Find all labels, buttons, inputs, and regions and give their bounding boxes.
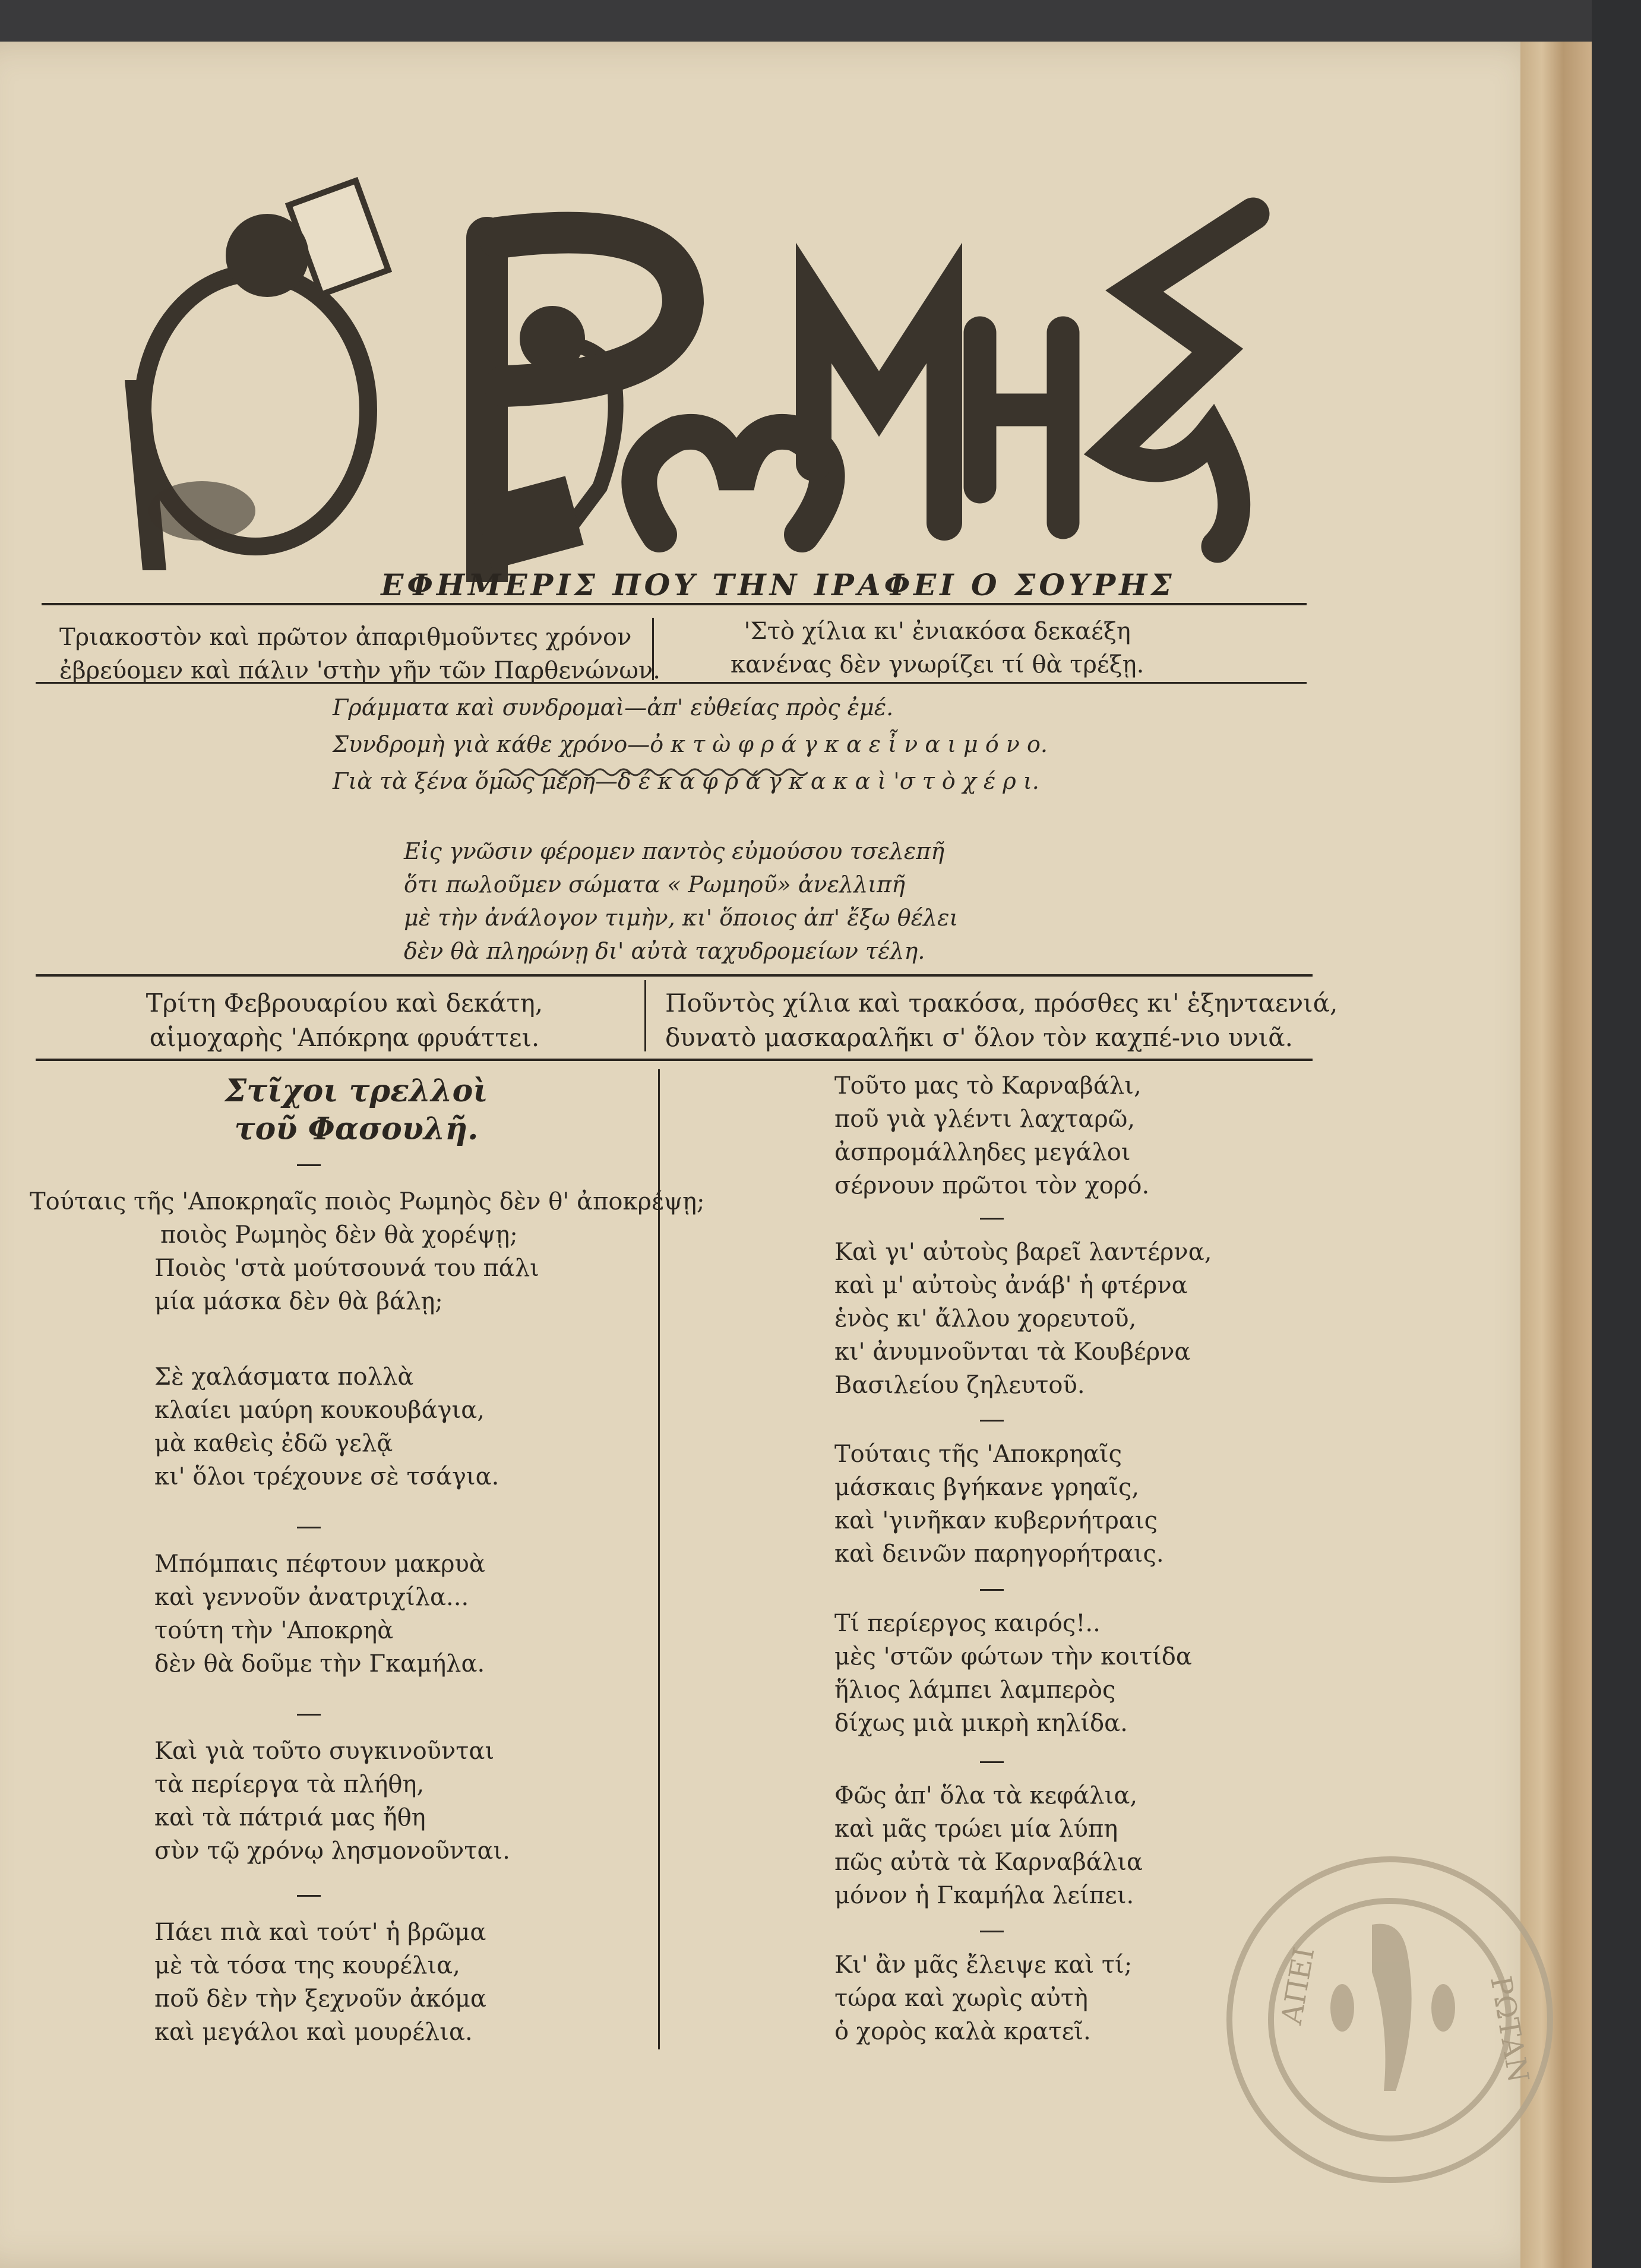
wave-divider: [499, 763, 808, 781]
stanza-left-1: [30, 1185, 705, 1318]
stanza-dash: [980, 1931, 1004, 1932]
poem-title-line: τοῦ Φασουλῆ.: [234, 1111, 479, 1147]
verse-line: Καὶ γιὰ τοῦτο συγκινοῦνται: [154, 1738, 495, 1765]
issue-date-line: αἱμοχαρὴς 'Απόκρηα φρυάττει.: [149, 1023, 540, 1052]
verse-line: κι' ὅλοι τρέχουνε σὲ τσάγια.: [154, 1463, 499, 1490]
issue-date: [119, 986, 570, 1055]
subscription-line: Συνδρομὴ γιὰ κάθε χρόνο—ὀ κ τ ὼ φ ρ ά γ κ α ε ἶ ν α ι μ ό ν ο.: [333, 731, 1048, 757]
verse-line: καὶ μᾶς τρώει μία λύπη: [834, 1815, 1118, 1843]
stanza-right-4: [834, 1607, 1192, 1740]
info-right-line: κανένας δὲν γνωρίζει τί θὰ τρέξῃ.: [731, 651, 1144, 678]
stanza-dash: [297, 1714, 321, 1716]
verse-line: καὶ τὰ πάτριά μας ἤθη: [154, 1804, 426, 1831]
rule-date-bottom: [36, 1059, 1313, 1061]
verse-line: ποῦ γιὰ γλέντι λαχταρῶ,: [834, 1105, 1136, 1133]
notice-line: ὅτι πωλοῦμεν σώματα « Ρωμηοῦ» ἀνελλιπῆ: [404, 871, 905, 898]
verse-line: καὶ 'γινῆκαν κυβερνήτραις: [834, 1507, 1158, 1534]
stanza-left-5: [154, 1916, 486, 2049]
verse-line: μόνον ἡ Γκαμήλα λείπει.: [834, 1882, 1134, 1909]
verse-line: σέρνουν πρῶτοι τὸν χορό.: [834, 1172, 1150, 1199]
poem-title: [119, 1072, 594, 1148]
stanza-left-2: [154, 1360, 499, 1493]
verse-line: ἑνὸς κι' ἄλλου χορευτοῦ,: [834, 1305, 1137, 1332]
verse-line: Τοῦτο μας τὸ Καρναβάλι,: [834, 1072, 1142, 1100]
rule-date-divider: [644, 980, 646, 1051]
verse-line: Φῶς ἀπ' ὅλα τὰ κεφάλια,: [834, 1782, 1138, 1809]
stanza-left-4: [154, 1735, 510, 1868]
info-left-line: Τριακοστὸν καὶ πρῶτον ἀπαριθμοῦντες χρόνον: [59, 624, 632, 651]
poem-title-line: Στῖχοι τρελλοὶ: [225, 1073, 488, 1109]
stanza-right-3: [834, 1438, 1164, 1571]
verse-line: ἥλιος λάμπει λαμπερὸς: [834, 1676, 1116, 1704]
verse-line: Ποιὸς 'στὰ μούτσουνά του πάλι: [154, 1255, 539, 1282]
library-stamp: [1194, 1830, 1598, 2186]
info-right: [731, 615, 1144, 681]
verse-line: Σὲ χαλάσματα πολλὰ: [154, 1363, 414, 1391]
verse-line: τώρα καὶ χωρὶς αὐτὴ: [834, 1985, 1088, 2012]
verse-line: μὰ καθεὶς ἐδῶ γελᾷ: [154, 1430, 393, 1457]
info-left-line: ἐβρεύομεν καὶ πάλιν 'στὴν γῆν τῶν Παρθενώνων.: [59, 657, 660, 684]
verse-line: Τί περίεργος καιρός!..: [834, 1610, 1101, 1637]
verse-line: κλαίει μαύρη κουκουβάγια,: [154, 1397, 485, 1424]
stamp-inner-left: ΑΠΕΙ: [1275, 1944, 1321, 2027]
verse-line: μὲ τὰ τόσα της κουρέλια,: [154, 1952, 460, 1979]
stanza-dash: [980, 1218, 1004, 1220]
stanza-right-6: [834, 1948, 1132, 2048]
stanza-right-2: [834, 1236, 1212, 1402]
verse-line: Τούταις τῆς 'Αποκρηαῖς: [834, 1441, 1123, 1468]
rule-top: [42, 603, 1307, 605]
verse-line: κι' ἀνυμνοῦνται τὰ Κουβέρνα: [834, 1338, 1191, 1366]
verse-line: καὶ μ' αὐτοὺς ἀνάβ' ἡ φτέρνα: [834, 1272, 1188, 1299]
verse-line: Τούταις τῆς 'Αποκρηαῖς ποιὸς Ρωμηὸς δὲν θ' ἀποκρέψῃ;: [30, 1188, 705, 1215]
verse-line: μάσκαις βγήκανε γρηαῖς,: [834, 1474, 1140, 1501]
masthead-subtitle: ΕΦΗΜΕΡΙΣ ΠΟΥ ΤΗΝ ΙΡΑΦΕΙ Ο ΣΟΥΡΗΣ: [381, 567, 1175, 602]
verse-line: Κι' ἂν μᾶς ἔλειψε καὶ τί;: [834, 1951, 1133, 1979]
subscription-info: [333, 689, 1048, 800]
verse-line: καὶ γεννοῦν ἀνατριχίλα...: [154, 1584, 469, 1611]
masthead-illustration: [89, 154, 1277, 582]
issue-year: [665, 986, 1338, 1055]
verse-line: Βασιλείου ζηλευτοῦ.: [834, 1372, 1085, 1399]
verse-line: μία μάσκα δὲν θὰ βάλῃ;: [154, 1288, 443, 1315]
verse-line: πῶς αὐτὰ τὰ Καρναβάλια: [834, 1849, 1143, 1876]
stanza-dash: [980, 1420, 1004, 1422]
info-right-line: 'Στὸ χίλια κι' ἐνιακόσα δεκαέξη: [744, 618, 1131, 645]
verse-line: καὶ δεινῶν παρηγορήτραις.: [834, 1540, 1164, 1568]
stanza-right-1: [834, 1069, 1149, 1202]
verse-line: σὺν τῷ χρόνῳ λησμονοῦνται.: [154, 1837, 510, 1865]
verse-line: ὁ χορὸς καλὰ κρατεῖ.: [834, 2018, 1091, 2045]
verse-line: ἀσπρομάλληδες μεγάλοι: [834, 1139, 1131, 1166]
issue-year-line: Ποῦντὸς χίλια καὶ τρακόσα, πρόσθες κι' ἑξηνταενιά,: [665, 988, 1338, 1018]
notice-line: Εἰς γνῶσιν φέρομεν παντὸς εὐμούσου τσελεπῆ: [404, 838, 945, 864]
notice-line: δὲν θὰ πληρώνῃ δι' αὐτὰ ταχυδρομείων τέλη.: [404, 938, 925, 964]
rule-date-top: [36, 974, 1313, 977]
stanza-dash: [980, 1589, 1004, 1591]
notice-block: [404, 835, 958, 968]
issue-year-line: δυνατὸ μασκαραλῆκι σ' ὅλον τὸν καχπέ-νιο υνιᾶ.: [665, 1023, 1293, 1052]
stanza-dash: [297, 1164, 321, 1166]
verse-line: δὲν θὰ δοῦμε τὴν Γκαμήλα.: [154, 1650, 485, 1678]
verse-line: ποῦ δὲν τὴν ξεχνοῦν ἀκόμα: [154, 1985, 486, 2013]
verse-line: μὲς 'στῶν φώτων τὴν κοιτίδα: [834, 1643, 1192, 1670]
stanza-left-3: [154, 1547, 485, 1681]
issue-date-line: Τρίτη Φεβρουαρίου καὶ δεκάτη,: [146, 988, 543, 1018]
stanza-dash: [980, 1761, 1004, 1763]
verse-line: καὶ μεγάλοι καὶ μουρέλια.: [154, 2019, 473, 2046]
stanza-right-5: [834, 1779, 1143, 1912]
verse-line: τὰ περίεργα τὰ πλήθη,: [154, 1771, 425, 1798]
subscription-line: Γιὰ τὰ ξένα ὅμως μέρη—δ έ κ α φ ρ ά γ κ α κ α ὶ 'σ τ ὸ χ έ ρ ι.: [333, 768, 1039, 794]
verse-line: Καὶ γι' αὐτοὺς βαρεῖ λαντέρνα,: [834, 1239, 1212, 1266]
verse-line: δίχως μιὰ μικρὴ κηλίδα.: [834, 1710, 1128, 1737]
stanza-dash: [297, 1895, 321, 1897]
stamp-inner-right: ΡΩΤΑΝ: [1484, 1973, 1535, 2086]
notice-line: μὲ τὴν ἀνάλογον τιμὴν, κι' ὅποιος ἀπ' ἔξω θέλει: [404, 905, 959, 931]
verse-line: Μπόμπαις πέφτουν μακρυὰ: [154, 1550, 485, 1578]
book-cover: [1592, 0, 1641, 2268]
verse-line: τούτη τὴν 'Αποκρηὰ: [154, 1617, 394, 1644]
info-left: [59, 621, 660, 687]
verse-line: ποιὸς Ρωμηὸς δὲν θὰ χορέψῃ;: [160, 1221, 518, 1249]
stanza-dash: [297, 1527, 321, 1528]
subscription-line: Γράμματα καὶ συνδρομαὶ—ἀπ' εὐθείας πρὸς ἐμέ.: [333, 694, 894, 721]
verse-line: Πάει πιὰ καὶ τούτ' ἡ βρῶμα: [154, 1919, 486, 1946]
